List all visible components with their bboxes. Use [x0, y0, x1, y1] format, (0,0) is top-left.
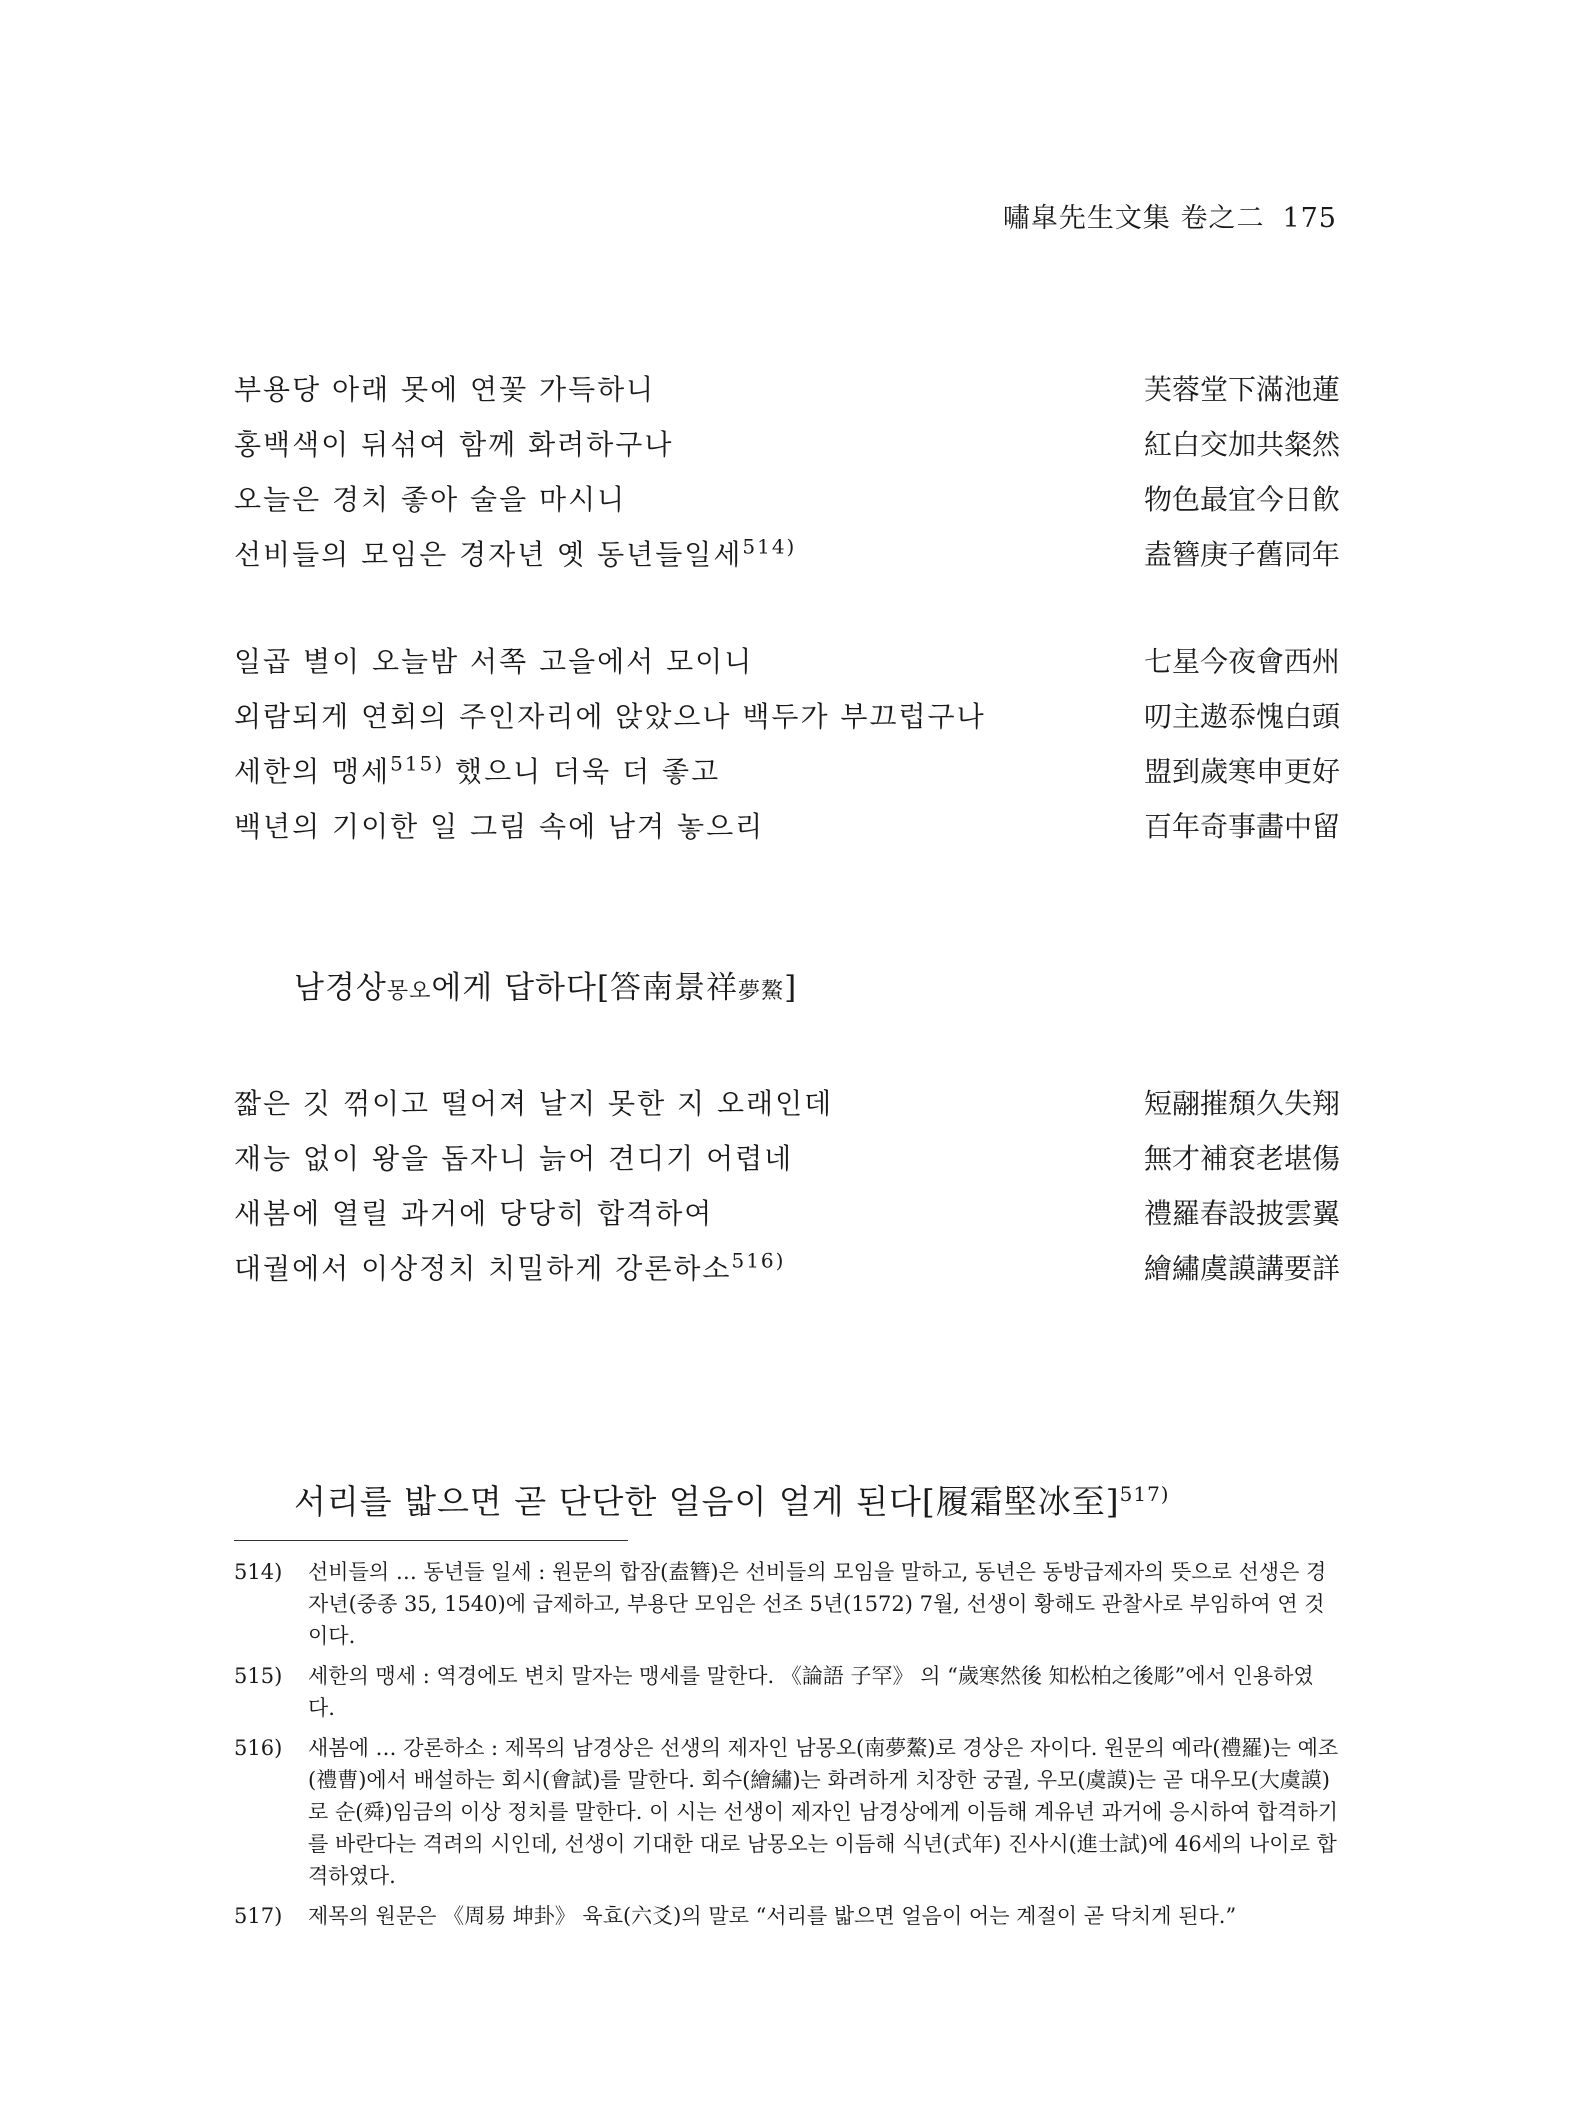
footnote-text: 새봄에 … 강론하소 : 제목의 남경상은 선생의 제자인 남몽오(南夢鰲)로 경상은 자이다. 원문의 예라(禮羅)는 예조(禮曹)에서 배설하는 회시(會試)를 말한다. 회수(繪繡)는 화려하게 치장한 궁궐, 우모(虞謨)는 곧 대우모(大虞謨)로 순(舜)임금의 이상 정치를 말한다. 이 시는 선생이 제자인 남경상에게 이듬해 계유년 과거에 응시하여 합격하기를 바란다는 격려의 시인데, 선생이 기대한 대로 남몽오는 이듬해 식년(式年) 진사시(進士試)에 46세의 나이로 합격하였다. [308, 1736, 1339, 1888]
verse-chinese: 盍簪庚子舊同年 [1143, 538, 1340, 571]
verse-chinese: 盟到歲寒申更好 [1143, 755, 1340, 788]
verse-korean: 일곱 별이 오늘밤 서쪽 고을에서 모이니 [234, 645, 754, 678]
verse-korean-text: 했으니 더욱 더 좋고 [444, 755, 721, 788]
verse-chinese: 繪繡虞謨講要詳 [1143, 1252, 1340, 1285]
verse-korean: 짧은 깃 꺾이고 떨어져 날지 못한 지 오래인데 [234, 1087, 834, 1120]
verse-korean: 재능 없이 왕을 돕자니 늙어 견디기 어렵네 [234, 1142, 794, 1175]
page-number: 175 [1282, 203, 1337, 234]
verse-korean [234, 750, 720, 790]
footnote [234, 1556, 1340, 1652]
poem2-title [294, 962, 797, 1007]
title-text: 서리를 밟으면 곧 단단한 얼음이 얼게 된다[履霜堅冰至] [294, 1482, 1120, 1521]
verse-line [234, 1247, 1340, 1302]
poem3-title [294, 1476, 1170, 1523]
verse-chinese: 紅白交加共粲然 [1143, 428, 1340, 461]
title-text: 남경상 [294, 970, 387, 1006]
footnotes [234, 1556, 1340, 1940]
verse-chinese: 無才補袞老堪傷 [1143, 1142, 1340, 1175]
verse-line [234, 1192, 1340, 1247]
verse-chinese: 七星今夜會西州 [1143, 645, 1340, 678]
footnote-ref[interactable]: 517) [1119, 1482, 1170, 1506]
poem1-stanza1 [234, 368, 1340, 588]
footnote-divider [234, 1540, 628, 1541]
footnote-ref[interactable]: 514) [742, 534, 797, 559]
verse-chinese: 短翮摧頹久失翔 [1143, 1087, 1340, 1120]
verse-korean [234, 1247, 785, 1287]
footnote [234, 1900, 1340, 1932]
footnote-ref[interactable]: 515) [390, 751, 445, 776]
poem2-stanza [234, 1082, 1340, 1302]
verse-korean: 오늘은 경치 좋아 술을 마시니 [234, 483, 627, 516]
footnote-ref[interactable]: 516) [731, 1248, 786, 1273]
verse-korean [234, 533, 796, 573]
verse-korean-text: 세한의 맹세 [234, 755, 391, 788]
verse-line [234, 478, 1340, 533]
title-small: 몽오 [386, 979, 432, 1004]
header-title: 嘯皐先生文集 卷之二 [1002, 203, 1265, 234]
running-header [1003, 196, 1337, 235]
verse-chinese: 百年奇事畵中留 [1143, 810, 1340, 843]
verse-line [234, 695, 1340, 750]
title-text: 에게 답하다[答南景祥 [431, 970, 739, 1006]
verse-chinese: 芙蓉堂下滿池蓮 [1143, 373, 1340, 406]
verse-chinese: 叨主遨忝愧白頭 [1143, 700, 1340, 733]
verse-chinese: 禮羅春設披雲翼 [1143, 1197, 1340, 1230]
verse-korean: 백년의 기이한 일 그림 속에 남겨 놓으리 [234, 810, 765, 843]
verse-line [234, 805, 1340, 860]
verse-line [234, 533, 1340, 588]
verse-line [234, 750, 1340, 805]
verse-korean: 새봄에 열릴 과거에 당당히 합격하여 [234, 1197, 714, 1230]
footnote-number: 516) [234, 1736, 283, 1760]
footnote [234, 1732, 1340, 1892]
verse-korean-text: 선비들의 모임은 경자년 옛 동년들일세 [234, 538, 743, 571]
footnote-number: 515) [234, 1664, 283, 1688]
title-small: 夢鰲 [738, 979, 785, 1004]
footnote-text: 제목의 원문은 《周易 坤卦》 육효(六爻)의 말로 “서리를 밟으면 얼음이 어는 계절이 곧 닥치게 된다.” [308, 1904, 1237, 1928]
verse-korean: 외람되게 연회의 주인자리에 앉았으나 백두가 부끄럽구나 [234, 700, 986, 733]
verse-line [234, 368, 1340, 423]
verse-chinese: 物色最宜今日飮 [1143, 483, 1340, 516]
verse-line [234, 640, 1340, 695]
title-text: ] [784, 970, 798, 1006]
verse-line [234, 1137, 1340, 1192]
verse-line [234, 423, 1340, 478]
footnote-number: 517) [234, 1904, 283, 1928]
verse-korean: 홍백색이 뒤섞여 함께 화려하구나 [234, 428, 674, 461]
footnote-text: 선비들의 … 동년들 일세 : 원문의 합잠(盍簪)은 선비들의 모임을 말하고, 동년은 동방급제자의 뜻으로 선생은 경자년(중종 35, 1540)에 급제하고, 부용단 모임은 선조 5년(1572) 7월, 선생이 황해도 관찰사로 부임하여 연 것이다. [308, 1560, 1327, 1648]
poem1-stanza2 [234, 640, 1340, 860]
verse-korean: 부용당 아래 못에 연꽃 가득하니 [234, 373, 656, 406]
verse-korean-text: 대궐에서 이상정치 치밀하게 강론하소 [234, 1252, 732, 1285]
verse-line [234, 1082, 1340, 1137]
footnote-text: 세한의 맹세 : 역경에도 변치 말자는 맹세를 말한다. 《論語 子罕》 의 “歲寒然後 知松柏之後彫”에서 인용하였다. [308, 1664, 1314, 1720]
footnote-number: 514) [234, 1560, 283, 1584]
footnote [234, 1660, 1340, 1724]
